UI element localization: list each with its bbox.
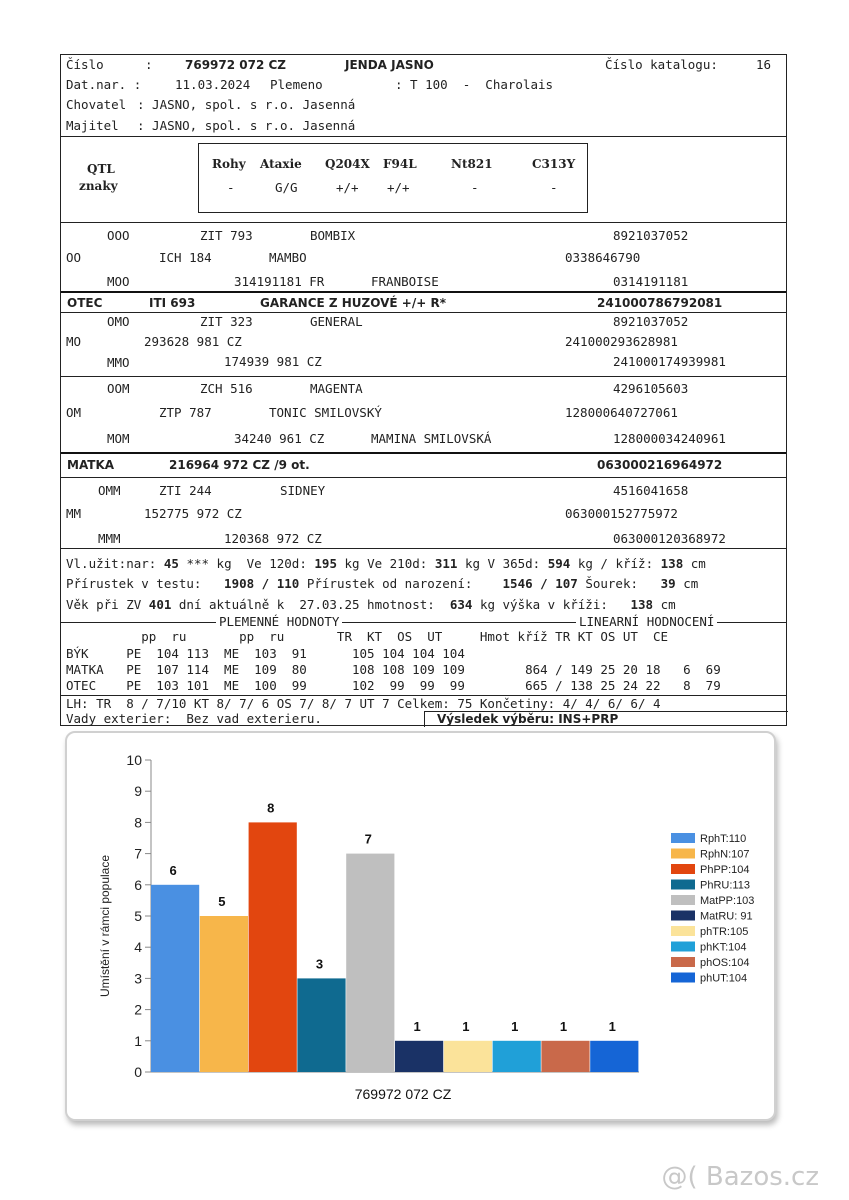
plemeno-value: : T 100 - Charolais xyxy=(395,77,554,92)
y-tick-label: 4 xyxy=(134,939,142,956)
pedigree-code: OMO xyxy=(107,314,130,329)
otec-name: GARANCE Z HUZOVÉ +/+ R* xyxy=(260,296,446,310)
legend-swatch xyxy=(671,957,695,967)
divider xyxy=(61,312,786,313)
pedigree-number: 241000174939981 xyxy=(613,354,726,369)
pedigree-number: 8921037052 xyxy=(613,314,689,329)
qtl-value-nt821: - xyxy=(471,180,479,195)
plemenne-hodnoty-heading: PLEMENNÉ HODNOTY xyxy=(216,615,342,629)
pedigree-name: GENERAL xyxy=(310,314,363,329)
legend-swatch xyxy=(671,895,695,905)
qtl-value-rohy: - xyxy=(227,180,235,195)
pedigree-id: 120368 972 CZ xyxy=(224,531,322,546)
qtl-label-1: QTL xyxy=(87,162,115,176)
divider xyxy=(61,477,786,478)
bar-value-label: 8 xyxy=(267,800,275,816)
performance-line-1: Vl.užit:nar: 45 *** kg Ve 120d: 195 kg Ve 210d: 311 kg V 365d: 594 kg / kříž: 138 cm xyxy=(66,556,706,571)
pedigree-id: 34240 961 CZ xyxy=(234,431,325,446)
legend-swatch xyxy=(671,849,695,859)
pedigree-name: TONIC SMILOVSKÝ xyxy=(269,405,382,420)
qtl-value-f94l: +/+ xyxy=(387,180,410,195)
legend-label: phOS:104 xyxy=(700,957,750,969)
vysledek-box xyxy=(424,711,788,727)
otec-id: ITI 693 xyxy=(149,296,196,310)
qtl-value-q204x: +/+ xyxy=(336,180,359,195)
pedigree-name: MAMBO xyxy=(269,250,307,265)
lh-line: LH: TR 8 / 7/10 KT 8/ 7/ 6 OS 7/ 8/ 7 UT 7 Celkem: 75 Končetiny: 4/ 4/ 6/ 6/ 4 xyxy=(66,696,661,711)
qtl-header-f94l: F94L xyxy=(383,157,417,171)
pedigree-name: MAGENTA xyxy=(310,381,363,396)
pedigree-number: 4516041658 xyxy=(613,483,689,498)
pedigree-id: ICH 184 xyxy=(159,250,212,265)
pedigree-code: OO xyxy=(66,250,82,265)
values-row-matka: MATKA PE 107 114 ME 109 80 108 108 109 109 864 / 149 25 20 18 6 69 xyxy=(66,662,721,677)
pedigree-code: MOO xyxy=(107,274,130,289)
qtl-value-ataxie: G/G xyxy=(275,180,298,195)
qtl-header-ataxie: Ataxie xyxy=(260,157,302,171)
pedigree-name: SIDNEY xyxy=(280,483,326,498)
bar-value-label: 1 xyxy=(462,1018,470,1034)
animal-name: JENDA JASNO xyxy=(345,58,434,72)
pedigree-code: MOM xyxy=(107,431,130,446)
bar-8 xyxy=(493,1041,541,1072)
y-tick-label: 0 xyxy=(134,1064,142,1080)
bar-4 xyxy=(297,978,345,1072)
pedigree-number: 063000120368972 xyxy=(613,531,726,546)
pedigree-name: BOMBIX xyxy=(310,228,356,243)
matka-id: 216964 972 CZ /9 ot. xyxy=(169,458,310,472)
majitel-label: Majitel xyxy=(66,118,119,133)
qtl-value-c313y: - xyxy=(550,180,558,195)
pedigree-id: 152775 972 CZ xyxy=(144,506,242,521)
qtl-header-nt821: Nt821 xyxy=(451,157,493,171)
bar-2 xyxy=(200,916,248,1072)
bull-record-card xyxy=(60,54,787,726)
x-axis-title: 769972 072 CZ xyxy=(354,1086,452,1102)
pedigree-code: OMM xyxy=(98,483,121,498)
bar-5 xyxy=(346,854,394,1072)
legend-swatch xyxy=(671,864,695,874)
pedigree-code: MMO xyxy=(107,355,130,370)
vady-exterier: Vady exterier: Bez vad exterieru. xyxy=(66,711,322,726)
bar-7 xyxy=(444,1041,492,1072)
values-row-byk: BÝK PE 104 113 ME 103 91 105 104 104 104 xyxy=(66,646,465,661)
legend-swatch xyxy=(671,833,695,843)
y-tick-label: 9 xyxy=(134,783,142,800)
legend-label: RphT:110 xyxy=(700,833,747,845)
pedigree-id: ZIT 323 xyxy=(200,314,253,329)
plemeno-label: Plemeno xyxy=(270,77,323,92)
pedigree-id: ZCH 516 xyxy=(200,381,253,396)
y-tick-label: 3 xyxy=(134,970,142,987)
pedigree-number: 4296105603 xyxy=(613,381,689,396)
divider xyxy=(61,376,786,377)
matka-code: MATKA xyxy=(67,458,115,472)
bar-chart xyxy=(67,733,774,1119)
pedigree-code: OOO xyxy=(107,228,130,243)
bar-value-label: 1 xyxy=(559,1018,568,1034)
legend-label: MatPP:103 xyxy=(700,895,755,907)
cislo-value: 769972 072 CZ xyxy=(185,58,287,72)
pedigree-name: MAMINA SMILOVSKÁ xyxy=(371,431,492,446)
divider xyxy=(61,222,786,223)
datnar-label: Dat.nar. : xyxy=(66,77,142,92)
legend-label: phTR:105 xyxy=(700,926,749,938)
divider xyxy=(61,136,786,137)
divider xyxy=(61,452,786,454)
vysledek-vyberu: Výsledek výběru: INS+PRP xyxy=(437,712,619,726)
y-tick-label: 8 xyxy=(134,814,142,831)
pedigree-id: 314191181 FR xyxy=(234,274,325,289)
qtl-header-rohy: Rohy xyxy=(212,157,246,171)
legend-swatch xyxy=(671,942,695,952)
legend-label: PhPP:104 xyxy=(700,864,750,876)
legend-swatch xyxy=(671,973,695,983)
pedigree-id: ZTI 244 xyxy=(159,483,212,498)
legend-label: phUT:104 xyxy=(700,972,748,985)
legend-label: phKT:104 xyxy=(700,941,747,954)
pedigree-number: 128000034240961 xyxy=(613,431,726,446)
datnar-value: 11.03.2024 xyxy=(175,77,251,92)
bar-10 xyxy=(590,1041,638,1072)
bar-value-label: 6 xyxy=(169,862,177,878)
qtl-table xyxy=(198,143,588,213)
bar-value-label: 1 xyxy=(511,1018,519,1034)
qtl-label-2: znaky xyxy=(79,179,118,193)
cislo-label: Číslo xyxy=(66,57,104,72)
linearni-hodnoceni-heading: LINEARNÍ HODNOCENÍ xyxy=(576,615,717,629)
pedigree-code: MO xyxy=(66,334,82,349)
cislo-colon: : xyxy=(145,57,153,72)
legend-label: PhRU:113 xyxy=(700,879,750,892)
bar-value-label: 3 xyxy=(315,956,324,972)
bar-value-label: 7 xyxy=(364,831,372,847)
matka-number: 063000216964972 xyxy=(597,458,723,472)
chovatel-value: : JASNO, spol. s r.o. Jasenná xyxy=(137,97,356,112)
pedigree-number: 0314191181 xyxy=(613,274,689,289)
pedigree-code: MM xyxy=(66,506,82,521)
pedigree-id: ZIT 793 xyxy=(200,228,253,243)
pedigree-id: 293628 981 CZ xyxy=(144,334,242,349)
pedigree-id: 174939 981 CZ xyxy=(224,354,322,369)
divider xyxy=(61,548,786,549)
katalog-label: Číslo katalogu: xyxy=(605,57,718,72)
y-tick-label: 2 xyxy=(134,1001,142,1018)
legend-swatch xyxy=(671,911,695,921)
divider xyxy=(61,291,786,293)
katalog-value: 16 xyxy=(756,57,772,72)
legend-swatch xyxy=(671,926,695,936)
pedigree-code: OOM xyxy=(107,381,130,396)
pedigree-number: 128000640727061 xyxy=(565,405,678,420)
qtl-header-q204x: Q204X xyxy=(325,157,370,171)
y-tick-label: 6 xyxy=(134,876,142,893)
pedigree-id: ZTP 787 xyxy=(159,405,212,420)
bar-value-label: 1 xyxy=(413,1018,421,1034)
bar-6 xyxy=(395,1041,443,1072)
legend-label: RphN:107 xyxy=(700,848,750,861)
values-column-header: pp ru pp ru TR KT OS UT Hmot kříž TR KT OS UT CE xyxy=(66,629,669,644)
pedigree-code: MMM xyxy=(98,531,121,546)
bar-1 xyxy=(151,885,199,1072)
y-tick-label: 1 xyxy=(134,1032,142,1049)
performance-line-3: Věk při ZV 401 dní aktuálně k 27.03.25 hmotnost: 634 kg výška v kříži: 138 cm xyxy=(66,597,676,612)
y-tick-label: 7 xyxy=(134,845,142,862)
legend-label: MatRU: 91 xyxy=(700,910,753,923)
bar-value-label: 1 xyxy=(608,1018,616,1034)
y-tick-label: 5 xyxy=(134,908,142,924)
values-row-otec: OTEC PE 103 101 ME 100 99 102 99 99 99 665 / 138 25 24 22 8 79 xyxy=(66,678,721,693)
qtl-header-c313y: C313Y xyxy=(532,157,576,171)
bar-9 xyxy=(541,1041,589,1072)
chovatel-label: Chovatel xyxy=(66,97,127,112)
y-tick-label: 10 xyxy=(126,752,142,768)
bar-3 xyxy=(249,822,297,1072)
pedigree-name: FRANBOISE xyxy=(371,274,439,289)
pedigree-number: 8921037052 xyxy=(613,228,689,243)
chart-panel xyxy=(65,731,776,1121)
y-axis-title: Umístění v rámci populace xyxy=(98,854,112,998)
pedigree-number: 241000293628981 xyxy=(565,334,678,349)
bar-value-label: 5 xyxy=(218,894,226,909)
bazos-watermark: @( Bazos.cz xyxy=(661,1162,819,1192)
legend-swatch xyxy=(671,880,695,890)
otec-number: 241000786792081 xyxy=(597,296,723,310)
pedigree-number: 063000152775972 xyxy=(565,506,678,521)
pedigree-code: OM xyxy=(66,405,82,420)
otec-code: OTEC xyxy=(67,296,103,310)
pedigree-number: 0338646790 xyxy=(565,250,641,265)
majitel-value: : JASNO, spol. s r.o. Jasenná xyxy=(137,118,356,133)
performance-line-2: Přírustek v testu: 1908 / 110 Přírustek od narození: 1546 / 107 Šourek: 39 cm xyxy=(66,576,699,591)
